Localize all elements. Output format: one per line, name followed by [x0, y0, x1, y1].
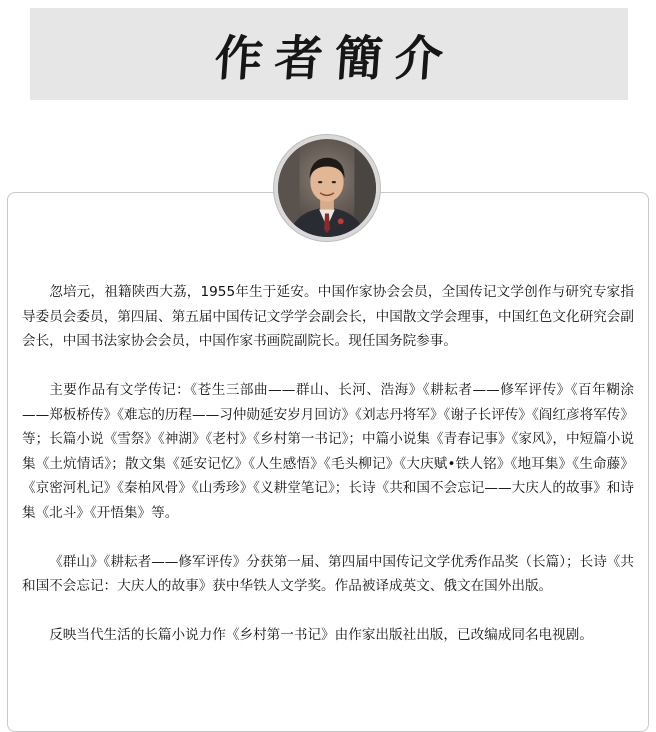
page-title: 作者簡介 — [212, 30, 457, 87]
bio-paragraph: 《群山》《耕耘者——修军评传》分获第一届、第四届中国传记文学优秀作品奖（长篇）；长诗《共和国不会忘记：大庆人的故事》获中华铁人文学奖。作品被译成英文、俄文在国外出版。 — [22, 553, 634, 594]
author-portrait — [274, 135, 380, 241]
bio-paragraph: 忽培元，祖籍陕西大荔，1955年生于延安。中国作家协会会员，全国传记文学创作与研究专家指导委员会委员，第四届、第五届中国传记文学学会副会长，中国散文学会理事，中国红色文化研究会副会长，中国书法家协会会员，中国作家书画院副院长。现任国务院参事。 — [22, 284, 634, 349]
author-bio — [22, 280, 634, 672]
title-banner — [30, 8, 628, 100]
portrait-icon — [278, 139, 376, 237]
bio-paragraph: 主要作品有文学传记：《苍生三部曲——群山、长河、浩海》《耕耘者——修军评传》《百年糊涂——郑板桥传》《难忘的历程——习仲勋延安岁月回访》《刘志丹将军》《谢子长评传》《阎红彦将军传》等；长篇小说《雪祭》《神湖》《老村》《乡村第一书记》；中篇小说集《青春记事》《家风》，中短篇小说集《土炕情话》；散文集《延安记忆》《人生感悟》《毛头柳记》《大庆赋•铁人铭》《地耳集》《生命藤》《京密河札记》《秦柏风骨》《山秀珍》《义耕堂笔记》；长诗《共和国不会忘记——大庆人的故事》和诗集《北斗》《开悟集》等。 — [22, 382, 634, 521]
bio-paragraph: 反映当代生活的长篇小说力作《乡村第一书记》由作家出版社出版，已改编成同名电视剧。 — [49, 627, 593, 643]
